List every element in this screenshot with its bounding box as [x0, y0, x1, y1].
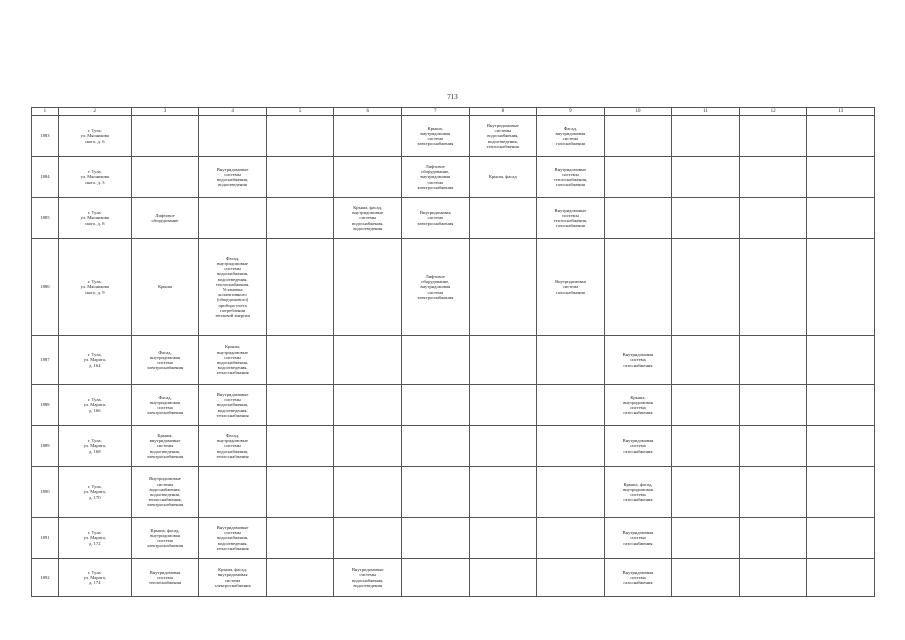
work-type-cell: [334, 385, 402, 426]
work-type-cell: [334, 336, 402, 385]
work-type-cell: [199, 518, 267, 559]
work-type-cell: [199, 116, 267, 157]
cell-text: 1889: [40, 443, 50, 449]
column-header: 12: [739, 108, 807, 116]
work-type-cell: [739, 426, 807, 467]
work-type-cell: [469, 467, 537, 518]
work-type-cell: [401, 239, 469, 336]
work-type-cell: [604, 467, 672, 518]
work-type-cell: [199, 385, 267, 426]
address-cell: [58, 559, 131, 597]
column-header: 4: [199, 108, 267, 116]
column-header: 3: [131, 108, 199, 116]
work-type-cell: [401, 559, 469, 597]
work-type-cell: [266, 518, 334, 559]
cell-text: г. Тула, ул. Марата, д. 166: [83, 397, 106, 413]
work-type-cell: [537, 239, 605, 336]
work-type-cell: [469, 518, 537, 559]
cell-text: г. Тула, ул. Мясникова ского, д. 3: [80, 169, 109, 185]
row-number-cell: [32, 467, 59, 518]
table-row: [32, 336, 875, 385]
column-header: 10: [604, 108, 672, 116]
work-type-cell: [199, 426, 267, 467]
work-type-cell: [672, 116, 740, 157]
table-row: [32, 385, 875, 426]
cell-text: 1890: [40, 489, 50, 495]
register-table: [31, 107, 875, 597]
work-type-cell: [739, 559, 807, 597]
work-type-cell: [266, 239, 334, 336]
cell-text: Фасад, внутридомовая система электроснабжения: [146, 349, 184, 371]
table-row: [32, 198, 875, 239]
table-row: [32, 559, 875, 597]
work-type-cell: [672, 426, 740, 467]
work-type-cell: [537, 116, 605, 157]
work-type-cell: [266, 559, 334, 597]
work-type-cell: [401, 198, 469, 239]
work-type-cell: [334, 239, 402, 336]
work-type-cell: [537, 198, 605, 239]
cell-text: Фасад, внутридомовые системы водоснабжения, теплоснабжения: [216, 432, 249, 459]
work-type-cell: [334, 559, 402, 597]
work-type-cell: [807, 239, 875, 336]
work-type-cell: [131, 239, 199, 336]
work-type-cell: [739, 116, 807, 157]
row-number-cell: [32, 385, 59, 426]
cell-text: Крыша, внутридомовые системы водоотведения, электроснабжения: [146, 432, 184, 459]
work-type-cell: [131, 336, 199, 385]
work-type-cell: [807, 467, 875, 518]
cell-text: Фасад, внутридомовая система газоснабжения: [555, 125, 586, 147]
cell-text: Внутридомовая система теплоснабжения: [148, 569, 182, 586]
work-type-cell: [266, 385, 334, 426]
work-type-cell: [604, 198, 672, 239]
work-type-cell: [604, 426, 672, 467]
work-type-cell: [131, 198, 199, 239]
cell-text: г. Тула, ул. Мясникова ского, д. 9: [80, 279, 109, 295]
cell-text: Внутридомовые системы водоснабжения, водоотведения, теплоснабжения: [216, 524, 249, 551]
work-type-cell: [334, 426, 402, 467]
cell-text: г. Тула, ул. Марата, д. 172: [83, 530, 106, 546]
cell-text: Крыша, фасад: [488, 174, 517, 180]
cell-text: Внутридомовая система газоснабжения: [555, 279, 586, 295]
work-type-cell: [604, 518, 672, 559]
row-number-cell: [32, 518, 59, 559]
address-cell: [58, 157, 131, 198]
table-row: [32, 518, 875, 559]
address-cell: [58, 239, 131, 336]
cell-text: Внутридомовые системы водоснабжения, водоотведения: [216, 166, 249, 188]
cell-text: 1883: [40, 133, 50, 139]
work-type-cell: [401, 426, 469, 467]
work-type-cell: [807, 336, 875, 385]
cell-text: Крыша, фасад, внутридомовая система газоснабжения: [623, 481, 653, 503]
work-type-cell: [604, 239, 672, 336]
cell-text: 1888: [40, 402, 50, 408]
table-row: [32, 157, 875, 198]
cell-text: Лифтовое оборудование, внутридомовая система электроснабжения: [417, 163, 454, 190]
work-type-cell: [604, 385, 672, 426]
cell-text: 1885: [40, 215, 50, 221]
work-type-cell: [199, 467, 267, 518]
work-type-cell: [469, 426, 537, 467]
work-type-cell: [537, 385, 605, 426]
column-header: 13: [807, 108, 875, 116]
column-header: 8: [469, 108, 537, 116]
row-number-cell: [32, 116, 59, 157]
work-type-cell: [266, 426, 334, 467]
cell-text: Внутридомовые системы водоснабжения, водоотведения, теплоснабжения: [216, 391, 249, 418]
work-type-cell: [334, 467, 402, 518]
cell-text: Лифтовое оборудование: [151, 212, 179, 223]
work-type-cell: [537, 467, 605, 518]
work-type-cell: [131, 467, 199, 518]
work-type-cell: [469, 198, 537, 239]
work-type-cell: [739, 518, 807, 559]
work-type-cell: [739, 385, 807, 426]
work-type-cell: [604, 116, 672, 157]
address-cell: [58, 385, 131, 426]
work-type-cell: [199, 198, 267, 239]
work-type-cell: [672, 157, 740, 198]
work-type-cell: [199, 336, 267, 385]
column-header-row: [32, 108, 875, 116]
table-row: [32, 239, 875, 336]
work-type-cell: [807, 518, 875, 559]
work-type-cell: [199, 157, 267, 198]
work-type-cell: [739, 239, 807, 336]
cell-text: г. Тула, ул. Марата, д. 174: [83, 569, 106, 586]
column-header: 5: [266, 108, 334, 116]
cell-text: Крыша, внутридомовые системы водоснабжения, водоотведения, теплоснабжения: [216, 344, 249, 376]
cell-text: Внутридомовые системы теплоснабжения, газоснабжения: [553, 207, 588, 229]
cell-text: 1884: [40, 174, 50, 180]
cell-text: Внутридомовые системы теплоснабжения, газоснабжения: [553, 166, 588, 188]
work-type-cell: [401, 385, 469, 426]
address-cell: [58, 426, 131, 467]
table-row: [32, 426, 875, 467]
cell-text: 1891: [40, 535, 50, 541]
work-type-cell: [401, 157, 469, 198]
work-type-cell: [266, 198, 334, 239]
cell-text: Крыша: [158, 284, 173, 290]
column-header: 9: [537, 108, 605, 116]
row-number-cell: [32, 426, 59, 467]
address-cell: [58, 518, 131, 559]
work-type-cell: [672, 336, 740, 385]
work-type-cell: [469, 116, 537, 157]
work-type-cell: [131, 426, 199, 467]
work-type-cell: [469, 385, 537, 426]
cell-text: Фасад, внутридомовая система электроснабжения: [146, 394, 184, 416]
cell-text: Внутридомовые системы водоснабжения, водоотведения, теплоснабжения, электроснабжения: [146, 476, 184, 508]
work-type-cell: [537, 559, 605, 597]
work-type-cell: [537, 426, 605, 467]
work-type-cell: [266, 157, 334, 198]
work-type-cell: [199, 559, 267, 597]
cell-text: Фасад, внутридомовые системы водоснабжения, водоотведения, теплоснабжения. Установка коллективного (общедомового) прибора учета потребления тепловой энергии: [215, 255, 250, 319]
table-row: [32, 467, 875, 518]
row-number-cell: [32, 157, 59, 198]
work-type-cell: [739, 198, 807, 239]
work-type-cell: [401, 336, 469, 385]
work-type-cell: [469, 239, 537, 336]
work-type-cell: [807, 157, 875, 198]
cell-text: Крыша, фасад, внутридомовая система электроснабжения: [146, 527, 184, 549]
work-type-cell: [469, 336, 537, 385]
cell-text: Внутридомовая система газоснабжения: [622, 438, 654, 454]
work-type-cell: [604, 559, 672, 597]
work-type-cell: [807, 426, 875, 467]
work-type-cell: [739, 157, 807, 198]
work-type-cell: [672, 239, 740, 336]
work-type-cell: [807, 385, 875, 426]
cell-text: г. Тула, ул. Марата, д. 164: [83, 352, 106, 368]
work-type-cell: [131, 116, 199, 157]
work-type-cell: [604, 157, 672, 198]
work-type-cell: [334, 116, 402, 157]
work-type-cell: [334, 157, 402, 198]
cell-text: 1886: [40, 284, 50, 290]
work-type-cell: [401, 116, 469, 157]
cell-text: Внутридомовая система газоснабжения: [622, 530, 654, 546]
row-number-cell: [32, 198, 59, 239]
address-cell: [58, 336, 131, 385]
row-number-cell: [32, 336, 59, 385]
cell-text: Крыша, внутридомовая система газоснабжения: [623, 394, 653, 416]
column-header: 11: [672, 108, 740, 116]
cell-text: Внутридомовая система газоснабжения: [622, 352, 654, 368]
cell-text: Внутридомовые системы водоснабжения, водоотведения, теплоснабжения: [486, 122, 519, 149]
work-type-cell: [672, 385, 740, 426]
cell-text: г. Тула, ул. Мясникова ского, д. 8: [80, 210, 109, 226]
page-number: 713: [447, 93, 458, 101]
work-type-cell: [401, 518, 469, 559]
work-type-cell: [739, 336, 807, 385]
cell-text: Внутридомовая система газоснабжения: [622, 569, 654, 586]
column-header: 6: [334, 108, 402, 116]
address-cell: [58, 467, 131, 518]
work-type-cell: [672, 518, 740, 559]
work-type-cell: [537, 157, 605, 198]
cell-text: Крыша, фасад, внутридомовые системы водоснабжения, водоотведения: [352, 204, 384, 231]
work-type-cell: [672, 198, 740, 239]
cell-text: Лифтовое оборудование, внутридомовая система электроснабжения: [417, 273, 454, 300]
cell-text: г. Тула, ул. Мясникова ского, д. 6: [80, 128, 109, 144]
address-cell: [58, 198, 131, 239]
table-row: [32, 116, 875, 157]
cell-text: Внутридомовая система электроснабжения: [417, 210, 454, 226]
work-type-cell: [266, 467, 334, 518]
work-type-cell: [672, 467, 740, 518]
address-cell: [58, 116, 131, 157]
work-type-cell: [131, 385, 199, 426]
work-type-cell: [266, 116, 334, 157]
column-header: 7: [401, 108, 469, 116]
work-type-cell: [537, 518, 605, 559]
work-type-cell: [672, 559, 740, 597]
cell-text: г. Тула, ул. Марата, д. 170: [83, 484, 106, 500]
work-type-cell: [739, 467, 807, 518]
cell-text: Крыша, фасад, внутридомовая система электроснабжения: [214, 567, 251, 588]
work-type-cell: [807, 559, 875, 597]
work-type-cell: [334, 518, 402, 559]
work-type-cell: [807, 198, 875, 239]
cell-text: Крыша, внутридомовая система электроснабжения: [417, 125, 454, 147]
work-type-cell: [537, 336, 605, 385]
work-type-cell: [334, 198, 402, 239]
work-type-cell: [807, 116, 875, 157]
row-number-cell: [32, 239, 59, 336]
work-type-cell: [604, 336, 672, 385]
row-number-cell: [32, 559, 59, 597]
work-type-cell: [401, 467, 469, 518]
work-type-cell: [469, 157, 537, 198]
column-header: 2: [58, 108, 131, 116]
work-type-cell: [131, 559, 199, 597]
column-header: 1: [32, 108, 59, 116]
work-type-cell: [266, 336, 334, 385]
work-type-cell: [469, 559, 537, 597]
work-type-cell: [131, 518, 199, 559]
work-type-cell: [199, 239, 267, 336]
cell-text: 1887: [40, 357, 50, 363]
cell-text: г. Тула, ул. Марата, д. 168: [83, 438, 106, 454]
cell-text: 1892: [40, 574, 50, 580]
cell-text: Внутридомовые системы водоснабжения, водоотведения: [351, 567, 384, 588]
work-type-cell: [131, 157, 199, 198]
